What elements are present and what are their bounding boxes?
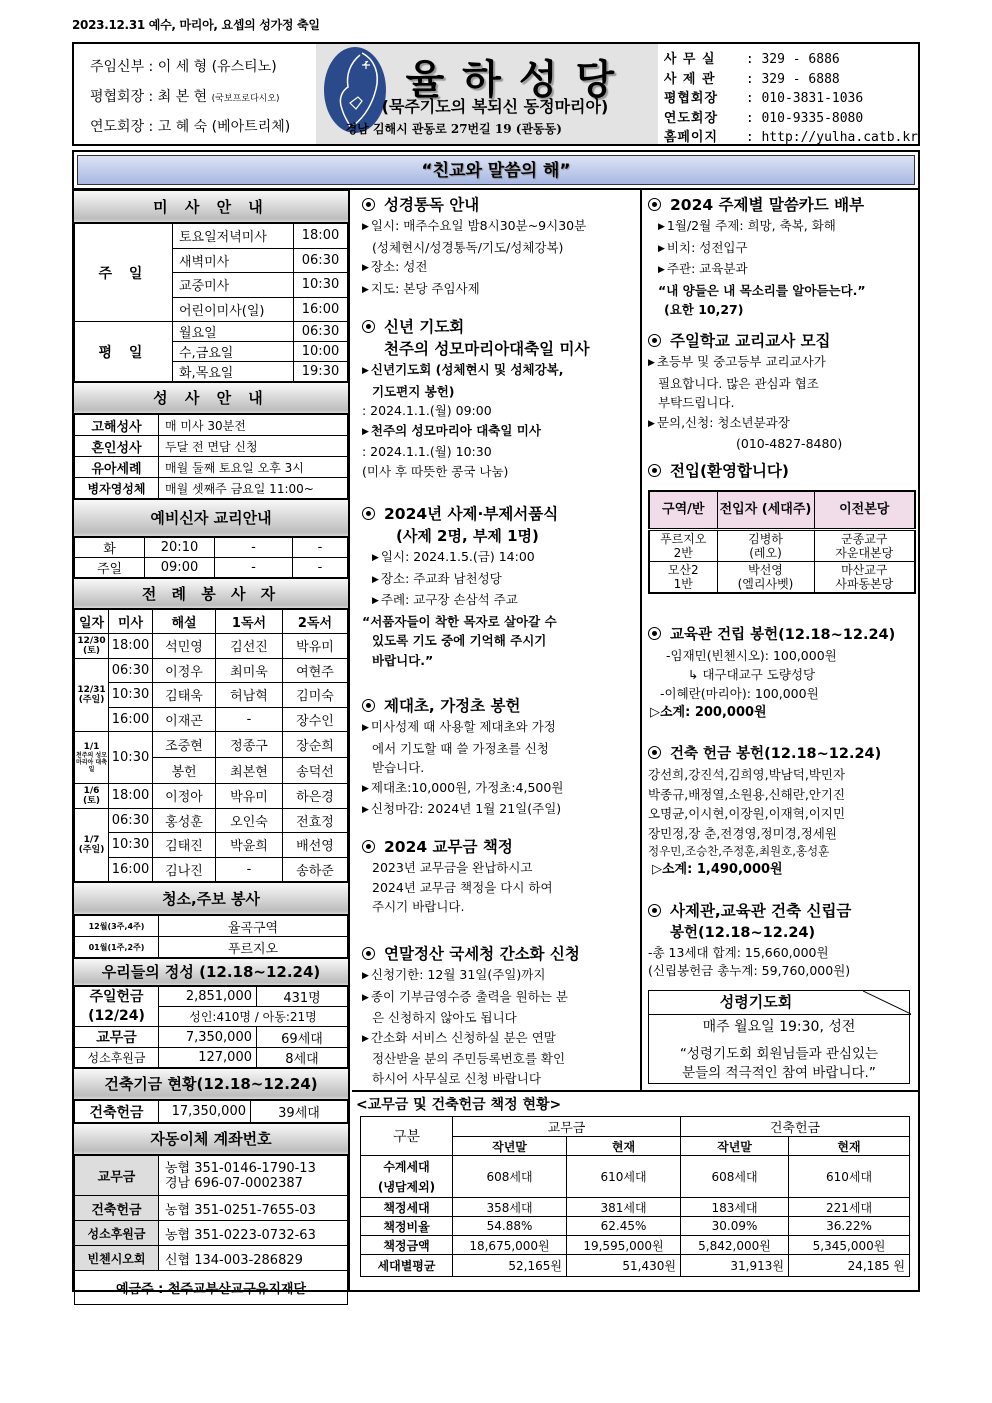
tab-corner-decoration	[863, 991, 911, 1015]
right-column	[640, 190, 920, 1090]
triangle-bullet-icon: ▶	[648, 358, 655, 368]
table-row: 평 일 월요일 06:30	[75, 322, 348, 342]
staff-list	[74, 44, 316, 144]
cleaning-title: 청소,주보 봉사	[74, 882, 348, 915]
table-row: 주 일 토요일저녁미사 18:00	[75, 224, 348, 249]
table-row: 책정세대 358세대 381세대 183세대 221세대	[361, 1198, 910, 1217]
quota-status-title: <교무금 및 건축헌금 책정 현황>	[356, 1097, 562, 1113]
table-row: 01월(1주,2주) 푸르지오	[75, 937, 348, 958]
table-row: 푸르지오 2반 김병하 (레오) 군종교구 자운대본당	[649, 529, 915, 561]
triangle-bullet-icon: ▶	[658, 265, 665, 275]
table-row: 책정비율 54.88% 62.45% 30.09% 36.22%	[361, 1217, 910, 1236]
table-row: 1/6 (토) 18:00 이정아 박유미 하은경	[75, 784, 348, 809]
transfer-in-table	[648, 490, 916, 594]
triangle-bullet-icon: ▶	[362, 426, 369, 437]
triangle-bullet-icon: ▶	[362, 366, 369, 376]
new-year-prayer-notice: 신년 기도회 천주의 성모마리아대축일 미사 ▶ 신년기도회 (성체현시 및 성체강복, 기도편지 봉헌) : 2024.1.1.(월) 09:00 ▶ 천주의 성모마리아 대축일 미사 : 2024.1.1.(월) 10:30 (미사 후 따뜻한 콩국 나눔)	[362, 318, 590, 479]
table-row: 성소후원금 농협 351-0223-0732-63	[75, 1221, 348, 1246]
triangle-bullet-icon: ▶	[362, 992, 369, 1003]
ordination-notice: 2024년 사제·부제서품식 (사제 2명, 부제 1명) ▶ 일시: 2024.1.5.(금) 14:00 ▶ 장소: 주교좌 남천성당 ▶ 주례: 교구장 손삼석 주교 “서품자들이 착한 목자로 살아갈 수 있도록 기도 중에 기억해 주시기 바랍니다.”	[362, 505, 559, 668]
mass-schedule-table	[74, 223, 348, 382]
church-name: 율하성당	[405, 57, 633, 103]
table-row: 고해성사 매 미사 30분전	[75, 415, 348, 436]
theme-text: “친교와 말씀의 해”	[77, 155, 915, 185]
liturgy-servers-title: 전 례 봉 사 자	[74, 578, 348, 609]
table-row: 10:30 김태욱 허남혁 김미숙	[75, 683, 348, 708]
church-patron: (묵주기도의 복되신 동정마리아)	[381, 97, 609, 116]
catechumen-title: 예비신자 교리안내	[74, 499, 348, 537]
table-row: 10:30 김태진 박윤희 배선영	[75, 833, 348, 858]
contact-list	[658, 44, 918, 144]
target-bullet-icon	[362, 699, 375, 712]
table-row: 병자영성체 매월 셋째주 금요일 11:00~	[75, 478, 348, 499]
target-bullet-icon	[362, 947, 375, 960]
triangle-bullet-icon: ▶	[362, 1033, 369, 1044]
table-row: 12/31 (주일) 06:30 이정우 최미욱 여현주	[75, 658, 348, 683]
table-row: 예금주 : 천주교부산교구유지재단	[75, 1271, 348, 1305]
left-column	[74, 190, 350, 1297]
triangle-bullet-icon: ▶	[362, 222, 369, 232]
triangle-bullet-icon: ▶	[362, 723, 369, 733]
target-bullet-icon	[362, 507, 375, 520]
table-row: 모산2 1반 박선영 (엘리사벳) 마산교구 사파동본당	[649, 561, 915, 593]
table-row: 16:00 이재곤 - 장수인	[75, 707, 348, 732]
offering-title: 우리들의 정성 (12.18~12.24)	[74, 958, 348, 986]
building-fund-title: 건축기금 현황(12.18~12.24)	[74, 1068, 348, 1100]
table-row: 유아세례 매월 둘째 토요일 오후 3시	[75, 457, 348, 478]
target-bullet-icon	[648, 198, 661, 211]
auto-transfer-title: 자동이체 계좌번호	[74, 1123, 348, 1155]
triangle-bullet-icon: ▶	[658, 222, 665, 232]
catechist-recruit-notice: 주일학교 교리교사 모집 ▶ 초등부 및 중고등부 교리교사가 필요합니다. 많은 관심과 협조 부탁드립니다. ▶ 문의,신청: 청소년분과장 (010-4827-8480)	[648, 332, 843, 451]
church-address: 경남 김해시 관동로 27번길 19 (관동동)	[345, 122, 562, 136]
contact-office: 사 무 실 : 329 - 6886	[663, 52, 840, 67]
table-row: 혼인성사 두달 전 면담 신청	[75, 436, 348, 457]
target-bullet-icon	[648, 627, 661, 640]
candle-offering-notice: 제대초, 가정초 봉헌 ▶ 미사성제 때 사용할 제대초와 가정 에서 기도할 때 쓸 가정초를 신청 받습니다. ▶ 제대초:10,000원, 가정초:4,500원 ▶ 신청마감: 2024년 1월 21일(주일)	[362, 697, 564, 816]
triangle-bullet-icon: ▶	[372, 553, 379, 563]
table-row: 화 20:10 - -	[75, 538, 348, 558]
table-row: 어린이미사(일) 16:00	[75, 297, 348, 322]
church-title-block	[316, 44, 658, 144]
table-row: 12월(3주,4주) 율곡구역	[75, 916, 348, 937]
bulletin-date-line: 2023.12.31 예수, 마리아, 요셉의 성가정 축일	[72, 18, 320, 32]
table-row: 빈첸시오회 신협 134-003-286829	[75, 1246, 348, 1271]
holy-spirit-prayer-title: 성령기도회	[649, 991, 863, 1015]
bulletin-body	[72, 190, 920, 1297]
table-row: 성인:410명 / 아동:21명	[75, 1007, 348, 1027]
offering-table	[74, 986, 348, 1068]
quota-status-section	[352, 1090, 920, 1290]
middle-column	[352, 190, 640, 1090]
triangle-bullet-icon: ▶	[362, 805, 369, 815]
table-row: 수,금요일 10:00	[75, 342, 348, 362]
staff-pastor: 주임신부 : 이 세 형 (유스티노)	[90, 59, 277, 75]
catechumen-table	[74, 537, 348, 578]
sacrament-table	[74, 414, 348, 499]
table-header-row: 구분 교무금 건축헌금	[361, 1117, 910, 1137]
education-hall-offering: 교육관 건립 봉헌(12.18~12.24) -임재민(빈첸시오): 100,000원 ↳ 대구대교구 도량성당 -이혜란(마리아): 100,000원 ▷소계: 200,000원	[650, 627, 896, 720]
table-row: 1/7 (주일) 06:30 홍성훈 오인숙 전효정	[75, 808, 348, 833]
staff-prayer-president: 연도회장 : 고 혜 숙 (베아트리체)	[90, 119, 291, 135]
target-bullet-icon	[362, 840, 375, 853]
quota-status-table	[360, 1116, 910, 1277]
table-row: 성소후원금 127,000 8세대	[75, 1048, 348, 1068]
staff-council-president: 평협회장 : 최 본 현 (국보프로다시오)	[90, 89, 280, 105]
tax-simplification-notice: 연말정산 국세청 간소화 신청 ▶ 신청기한: 12월 31일(주일)까지 ▶ 종이 기부금영수증 출력을 원하는 분 은 신청하지 않아도 됩니다 ▶ 간소화 서비스 신청하실 분은 연말 정산받을 분의 주민등록번호를 확인 하시어 사무실로 신청 바랍니다	[362, 945, 580, 1086]
cleaning-table	[74, 915, 348, 958]
building-offering-list: 건축 헌금 봉헌(12.18~12.24) 강선희,강진석,김희영,박남덕,박민자 박종규,배정열,소원용,신해란,안기진 오명균,이시현,이장원,이재혁,이지민 장민정,장 춘,전경영,정미경,정세원 정우민,조승찬,주정훈,최원호,홍성훈 ▷소계: 1,490,000원	[648, 746, 882, 877]
table-row: 주일헌금 (12/24) 2,851,000 431명	[75, 987, 348, 1007]
liturgy-servers-table	[74, 609, 348, 882]
transfer-in-notice: 전입(환영합니다)	[648, 460, 789, 482]
triangle-bullet-icon: ▶	[372, 574, 379, 585]
rectory-pledge-offering: 사제관,교육관 건축 신립금 봉헌(12.18~12.24) -총 13세대 합계: 15,660,000원 (신립봉헌금 총누계: 59,760,000원)	[648, 902, 852, 978]
triangle-bullet-icon: ▶	[362, 263, 369, 273]
table-row: 교무금 농협 351-0146-1790-13 경남 696-07-0002387	[75, 1156, 348, 1196]
holy-spirit-prayer-box: 성령기도회 매주 월요일 19:30, 성전 “성령기도회 회원님들과 관심있는 분들의 적극적인 참여 바랍니다.”	[648, 990, 910, 1084]
table-row: 교무금 7,350,000 69세대	[75, 1027, 348, 1048]
target-bullet-icon	[648, 904, 661, 917]
triangle-bullet-icon: ▶	[658, 243, 665, 254]
triangle-bullet-icon: ▶	[362, 971, 369, 981]
table-header-row: 구역/반 전입자 (세대주) 이전본당	[649, 491, 915, 529]
triangle-bullet-icon: ▶	[372, 596, 379, 606]
homepage-link[interactable]: : http://yulha.catb.kr	[745, 130, 918, 145]
building-fund-table	[74, 1100, 348, 1123]
table-row: 책정금액 18,675,000원 19,595,000원 5,842,000원 5,345,000원	[361, 1236, 910, 1255]
table-row: 화,목요일 19:30	[75, 362, 348, 382]
table-header-row: 일자 미사 해설 1독서 2독서	[75, 610, 348, 634]
triangle-bullet-icon: ▶	[648, 418, 655, 429]
contact-prayer: 연도회장 : 010-9335-8080	[663, 110, 864, 126]
table-row: 12/30 (토) 18:00 석민영 김선진 박유미	[75, 634, 348, 659]
table-row: 건축헌금 17,350,000 39세대	[75, 1101, 348, 1123]
target-bullet-icon	[648, 746, 661, 759]
contact-council: 평협회장 : 010-3831-1036	[663, 91, 864, 106]
contact-rectory: 사 제 관 : 329 - 6888	[663, 71, 840, 87]
auto-transfer-accounts-table	[74, 1155, 348, 1305]
diocese-dues-notice: 2024 교무금 책정 2023년 교무금을 완납하시고 2024년 교무금 책정을 다시 하여 주시기 바랍니다.	[362, 836, 553, 917]
table-row: 수계세대 (냉담제외) 608세대 610세대 608세대 610세대	[361, 1156, 910, 1198]
target-bullet-icon	[648, 464, 661, 477]
table-row: 1/1 천주의 성모마리아 대축일 10:30 조중현 정종구 장순희	[75, 732, 348, 758]
triangle-bullet-icon: ▶	[362, 783, 369, 794]
target-bullet-icon	[362, 198, 375, 211]
table-row: 봉헌 최본현 송덕선	[75, 758, 348, 784]
contact-homepage[interactable]: 홈페이지 : http://yulha.catb.kr	[663, 130, 918, 145]
table-row: 새벽미사 06:30	[75, 248, 348, 273]
table-row: 세대별평균 52,165원 51,430원 31,913원 24,185 원	[361, 1255, 910, 1277]
sacrament-guide-title: 성 사 안 내	[74, 382, 348, 414]
table-row: 교중미사 10:30	[75, 273, 348, 298]
table-row: 주일 09:00 - -	[75, 558, 348, 578]
word-card-notice: 2024 주제별 말씀카드 배부 ▶ 1월/2월 주제: 희망, 축복, 화해 ▶ 비치: 성전입구 ▶ 주관: 교육분과 “내 양들은 내 목소리를 알아듣는다.” (요한 10,27)	[648, 194, 866, 320]
theme-banner	[72, 150, 920, 190]
triangle-bullet-icon: ▶	[362, 284, 369, 295]
bible-reading-notice: 성경통독 안내 ▶ 일시: 매주수요일 밤8시30분~9시30분 (성체현시/성경통독/기도/성체강복) ▶ 장소: 성전 ▶ 지도: 본당 주임사제	[362, 196, 587, 296]
bulletin-header	[72, 42, 920, 146]
mass-guide-title: 미 사 안 내	[74, 190, 348, 223]
table-row: 건축헌금 농협 351-0251-7655-03	[75, 1196, 348, 1221]
table-header-row: 작년말 현재 작년말 현재	[361, 1137, 910, 1156]
target-bullet-icon	[362, 320, 375, 333]
target-bullet-icon	[648, 334, 661, 347]
table-row: 16:00 김나진 - 송하준	[75, 857, 348, 882]
